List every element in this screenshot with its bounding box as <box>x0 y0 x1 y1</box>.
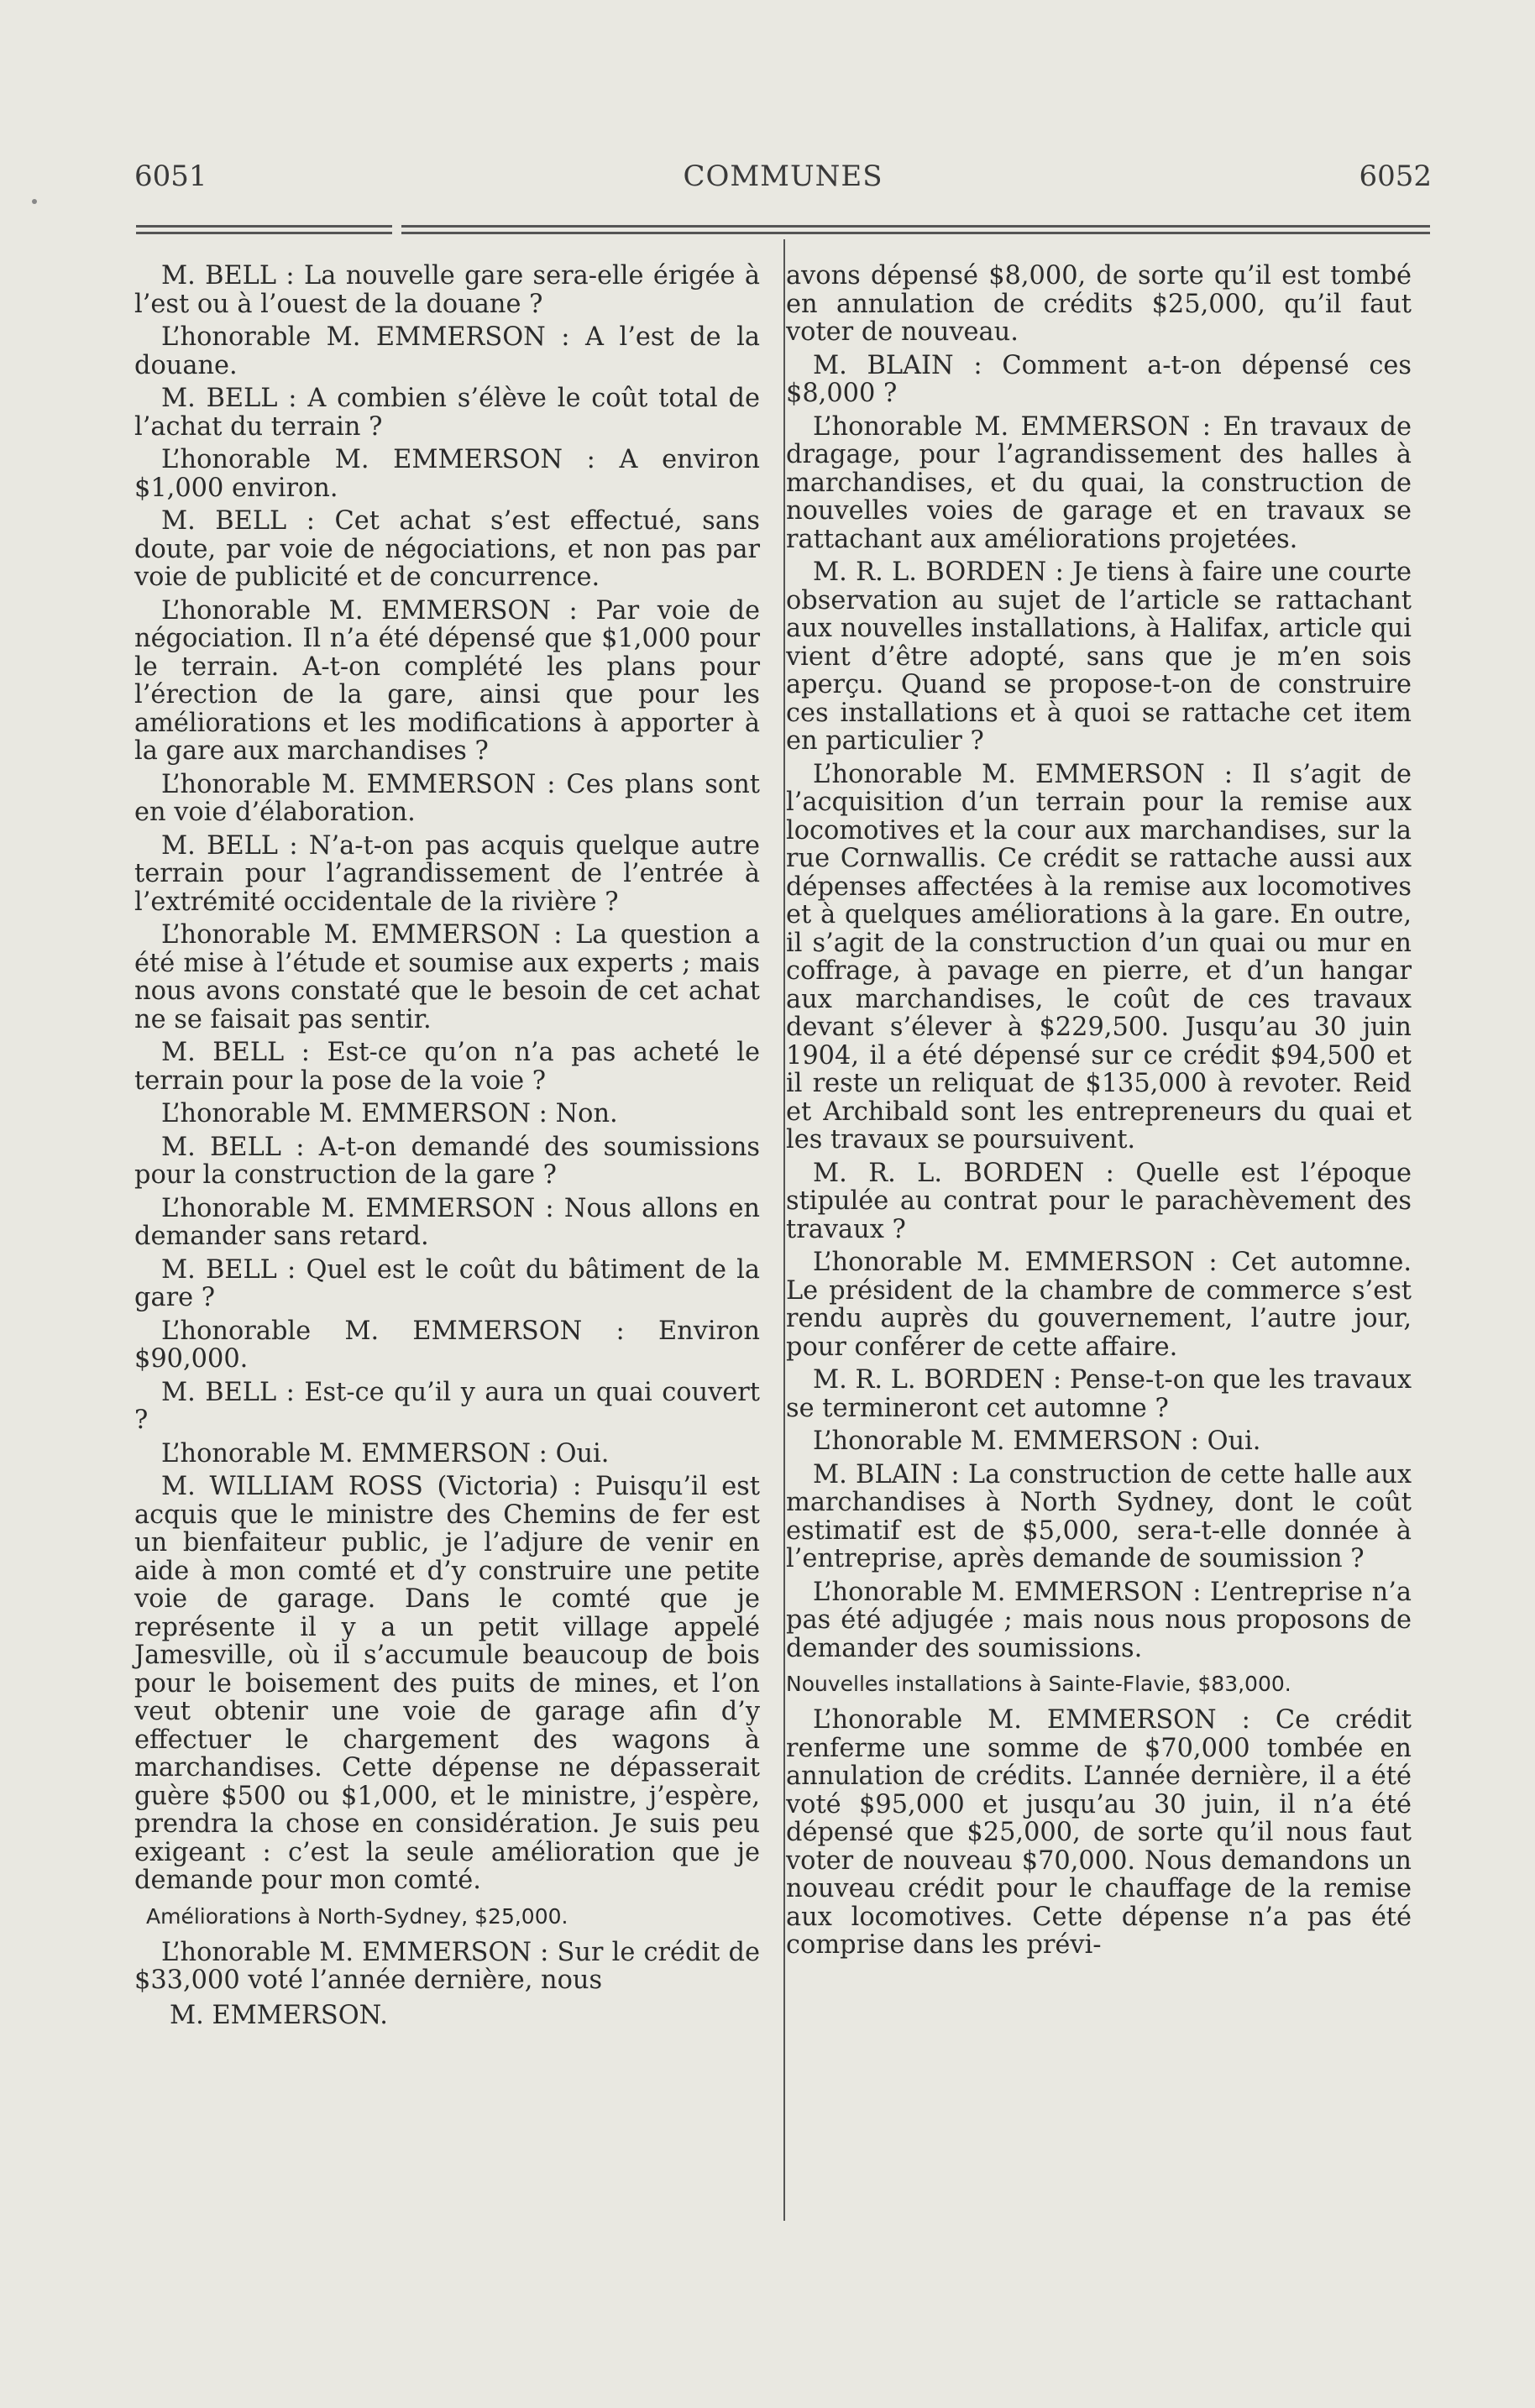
paragraph: L’honorable M. EMMERSON : En travaux de dragage, pour l’agrandissement des halles à marchandises, et du quai, la construction de nouvelles voies de garage et en travaux se rattachant aux améliorations projetées. <box>786 411 1412 554</box>
paragraph: L’honorable M. EMMERSON : Ce crédit renferme une somme de $70,000 tombée en annulation de crédits. L’année dernière, il a été voté $95,000 et jusqu’au 30 juin, il n’a été dépensé que $25,000, de sorte qu’il nous faut voter de nouveau $70,000. Nous demandons un nouveau crédit pour le chauffage de la remise aux locomotives. Cette dépense n’a pas été comprise dans les prévi- <box>786 1705 1412 1960</box>
running-header <box>134 160 1432 202</box>
paragraph: M. BELL : A-t-on demandé des soumissions pour la construction de la gare ? <box>134 1132 760 1190</box>
page-number-left: 6051 <box>134 160 207 193</box>
paragraph: L’honorable M. EMMERSON : Nous allons en demander sans retard. <box>134 1193 760 1251</box>
paragraph: L’honorable M. EMMERSON : Par voie de négociation. Il n’a été dépensé que $1,000 pour le terrain. A-t-on complété les plans pour l’érection de la gare, ainsi que pour les améliorations et les modifications à apporter à la gare aux marchandises ? <box>134 595 760 766</box>
paragraph: M. WILLIAM ROSS (Victoria) : Puisqu’il est acquis que le ministre des Chemins de fer est un bienfaiteur public, je l’adjure de venir en aide à mon comté et d’y construire une petite voie de garage. Dans le comté que je représente il y a un petit village appelé Jamesville, où il s’accumule beaucoup de bois pour le boisement des puits de mines, et l’on veut obtenir une voie de garage afin d’y effectuer le chargement des wagons à marchandises. Cette dépense ne dépasserait guère $500 ou $1,000, et le ministre, j’espère, prendra la chose en considération. Je suis peu exigeant : c’est la seule amélioration que je demande pour mon comté. <box>134 1472 760 1895</box>
paragraph: M. BLAIN : La construction de cette halle aux marchandises à North Sydney, dont le coût estimatif est de $5,000, sera-t-elle donnée à l’entreprise, après demande de soumission ? <box>786 1459 1412 1573</box>
paragraph: L’honorable M. EMMERSON : A l’est de la douane. <box>134 322 760 380</box>
header-rule-left-2 <box>136 232 392 234</box>
header-rule-center-1 <box>443 225 1430 228</box>
left-column <box>134 262 760 2034</box>
paragraph: L’honorable M. EMMERSON : Cet automne. Le président de la chambre de commerce s’est rendu auprès du gouvernement, l’autre jour, pour conférer de cette affaire. <box>786 1248 1412 1362</box>
paragraph: M. BELL : A combien s’élève le coût total de l’achat du terrain ? <box>134 384 760 442</box>
column-divider <box>783 239 785 2221</box>
paragraph: L’honorable M. EMMERSON : La question a été mise à l’étude et soumise aux experts ; mais nous avons constaté que le besoin de cet achat ne se faisait pas sentir. <box>134 920 760 1034</box>
header-rule-mid-2 <box>401 232 443 234</box>
paragraph: L’honorable M. EMMERSON : Sur le crédit de $33,000 voté l’année dernière, nous <box>134 1937 760 1995</box>
paragraph: M. BELL : Cet achat s’est effectué, sans doute, par voie de négociations, et non pas par voie de publicité et de concurrence. <box>134 506 760 592</box>
page-footer-catchword: M. EMMERSON. <box>170 2000 388 2030</box>
header-rule-center-2 <box>443 232 1430 234</box>
paragraph: M. R. L. BORDEN : Quelle est l’époque stipulée au contrat pour le parachèvement des travaux ? <box>786 1158 1412 1244</box>
paragraph: L’honorable M. EMMERSON : Environ $90,000. <box>134 1316 760 1374</box>
paragraph: L’honorable M. EMMERSON : L’entreprise n’a pas été adjugée ; mais nous nous proposons de demander des soumissions. <box>786 1577 1412 1663</box>
paragraph: avons dépensé $8,000, de sorte qu’il est tombé en annulation de crédits $25,000, qu’il faut voter de nouveau. <box>786 261 1412 347</box>
paragraph: L’honorable M. EMMERSON : Il s’agit de l’acquisition d’un terrain pour la remise aux locomotives et la cour aux marchandises, sur la rue Cornwallis. Ce crédit se rattache aussi aux dépenses affectées à la remise aux locomotives et à quelques améliorations à la gare. En outre, il s’agit de la construction d’un quai ou mur en coffrage, à pavage en pierre, et d’un hangar aux marchandises, le coût de ces travaux devant s’élever à $229,500. Jusqu’au 30 juin 1904, il a été dépensé sur ce crédit $94,500 et il reste un reliquat de $135,000 à revoter. Reid et Archibald sont les entrepreneurs du quai et les travaux se poursuivent. <box>786 759 1412 1154</box>
header-rule-mid-1 <box>401 225 443 228</box>
page-title: COMMUNES <box>683 160 883 193</box>
paragraph: L’honorable M. EMMERSON : Non. <box>161 1099 618 1128</box>
paragraph: L’honorable M. EMMERSON : Oui. <box>813 1426 1261 1456</box>
section-heading: Nouvelles installations à Sainte-Flavie, $83,000. <box>786 1672 1291 1696</box>
paragraph: L’honorable M. EMMERSON : Ces plans sont en voie d’élaboration. <box>134 769 760 827</box>
paragraph: M. BELL : Quel est le coût du bâtiment de la gare ? <box>134 1254 760 1312</box>
paragraph: M. R. L. BORDEN : Je tiens à faire une courte observation au sujet de l’article se rattachant aux nouvelles installations, à Halifax, article qui vient d’être adopté, sans que je m’en sois aperçu. Quand se propose-t-on de construire ces installations et à quoi se rattache cet item en particulier ? <box>786 558 1412 756</box>
margin-speck <box>32 199 37 204</box>
section-heading: Améliorations à North-Sydney, $25,000. <box>146 1903 568 1929</box>
paragraph: M. BELL : N’a-t-on pas acquis quelque autre terrain pour l’agrandissement de l’entrée à l’extrémité occidentale de la rivière ? <box>134 830 760 917</box>
paragraph: M. BELL : Est-ce qu’il y aura un quai couvert ? <box>134 1377 760 1435</box>
paragraph: M. BELL : La nouvelle gare sera-elle érigée à l’est ou à l’ouest de la douane ? <box>134 261 760 319</box>
header-rule-left-1 <box>136 225 392 228</box>
paragraph: M. BELL : Est-ce qu’on n’a pas acheté le terrain pour la pose de la voie ? <box>134 1038 760 1096</box>
right-column <box>786 262 1412 1965</box>
paragraph: L’honorable M. EMMERSON : Oui. <box>161 1438 610 1468</box>
paragraph: M. R. L. BORDEN : Pense-t-on que les travaux se termineront cet automne ? <box>786 1365 1412 1423</box>
paragraph: L’honorable M. EMMERSON : A environ $1,000 environ. <box>134 445 760 503</box>
page-number-right: 6052 <box>1359 160 1432 193</box>
paragraph: M. BLAIN : Comment a-t-on dépensé ces $8,000 ? <box>786 350 1412 408</box>
